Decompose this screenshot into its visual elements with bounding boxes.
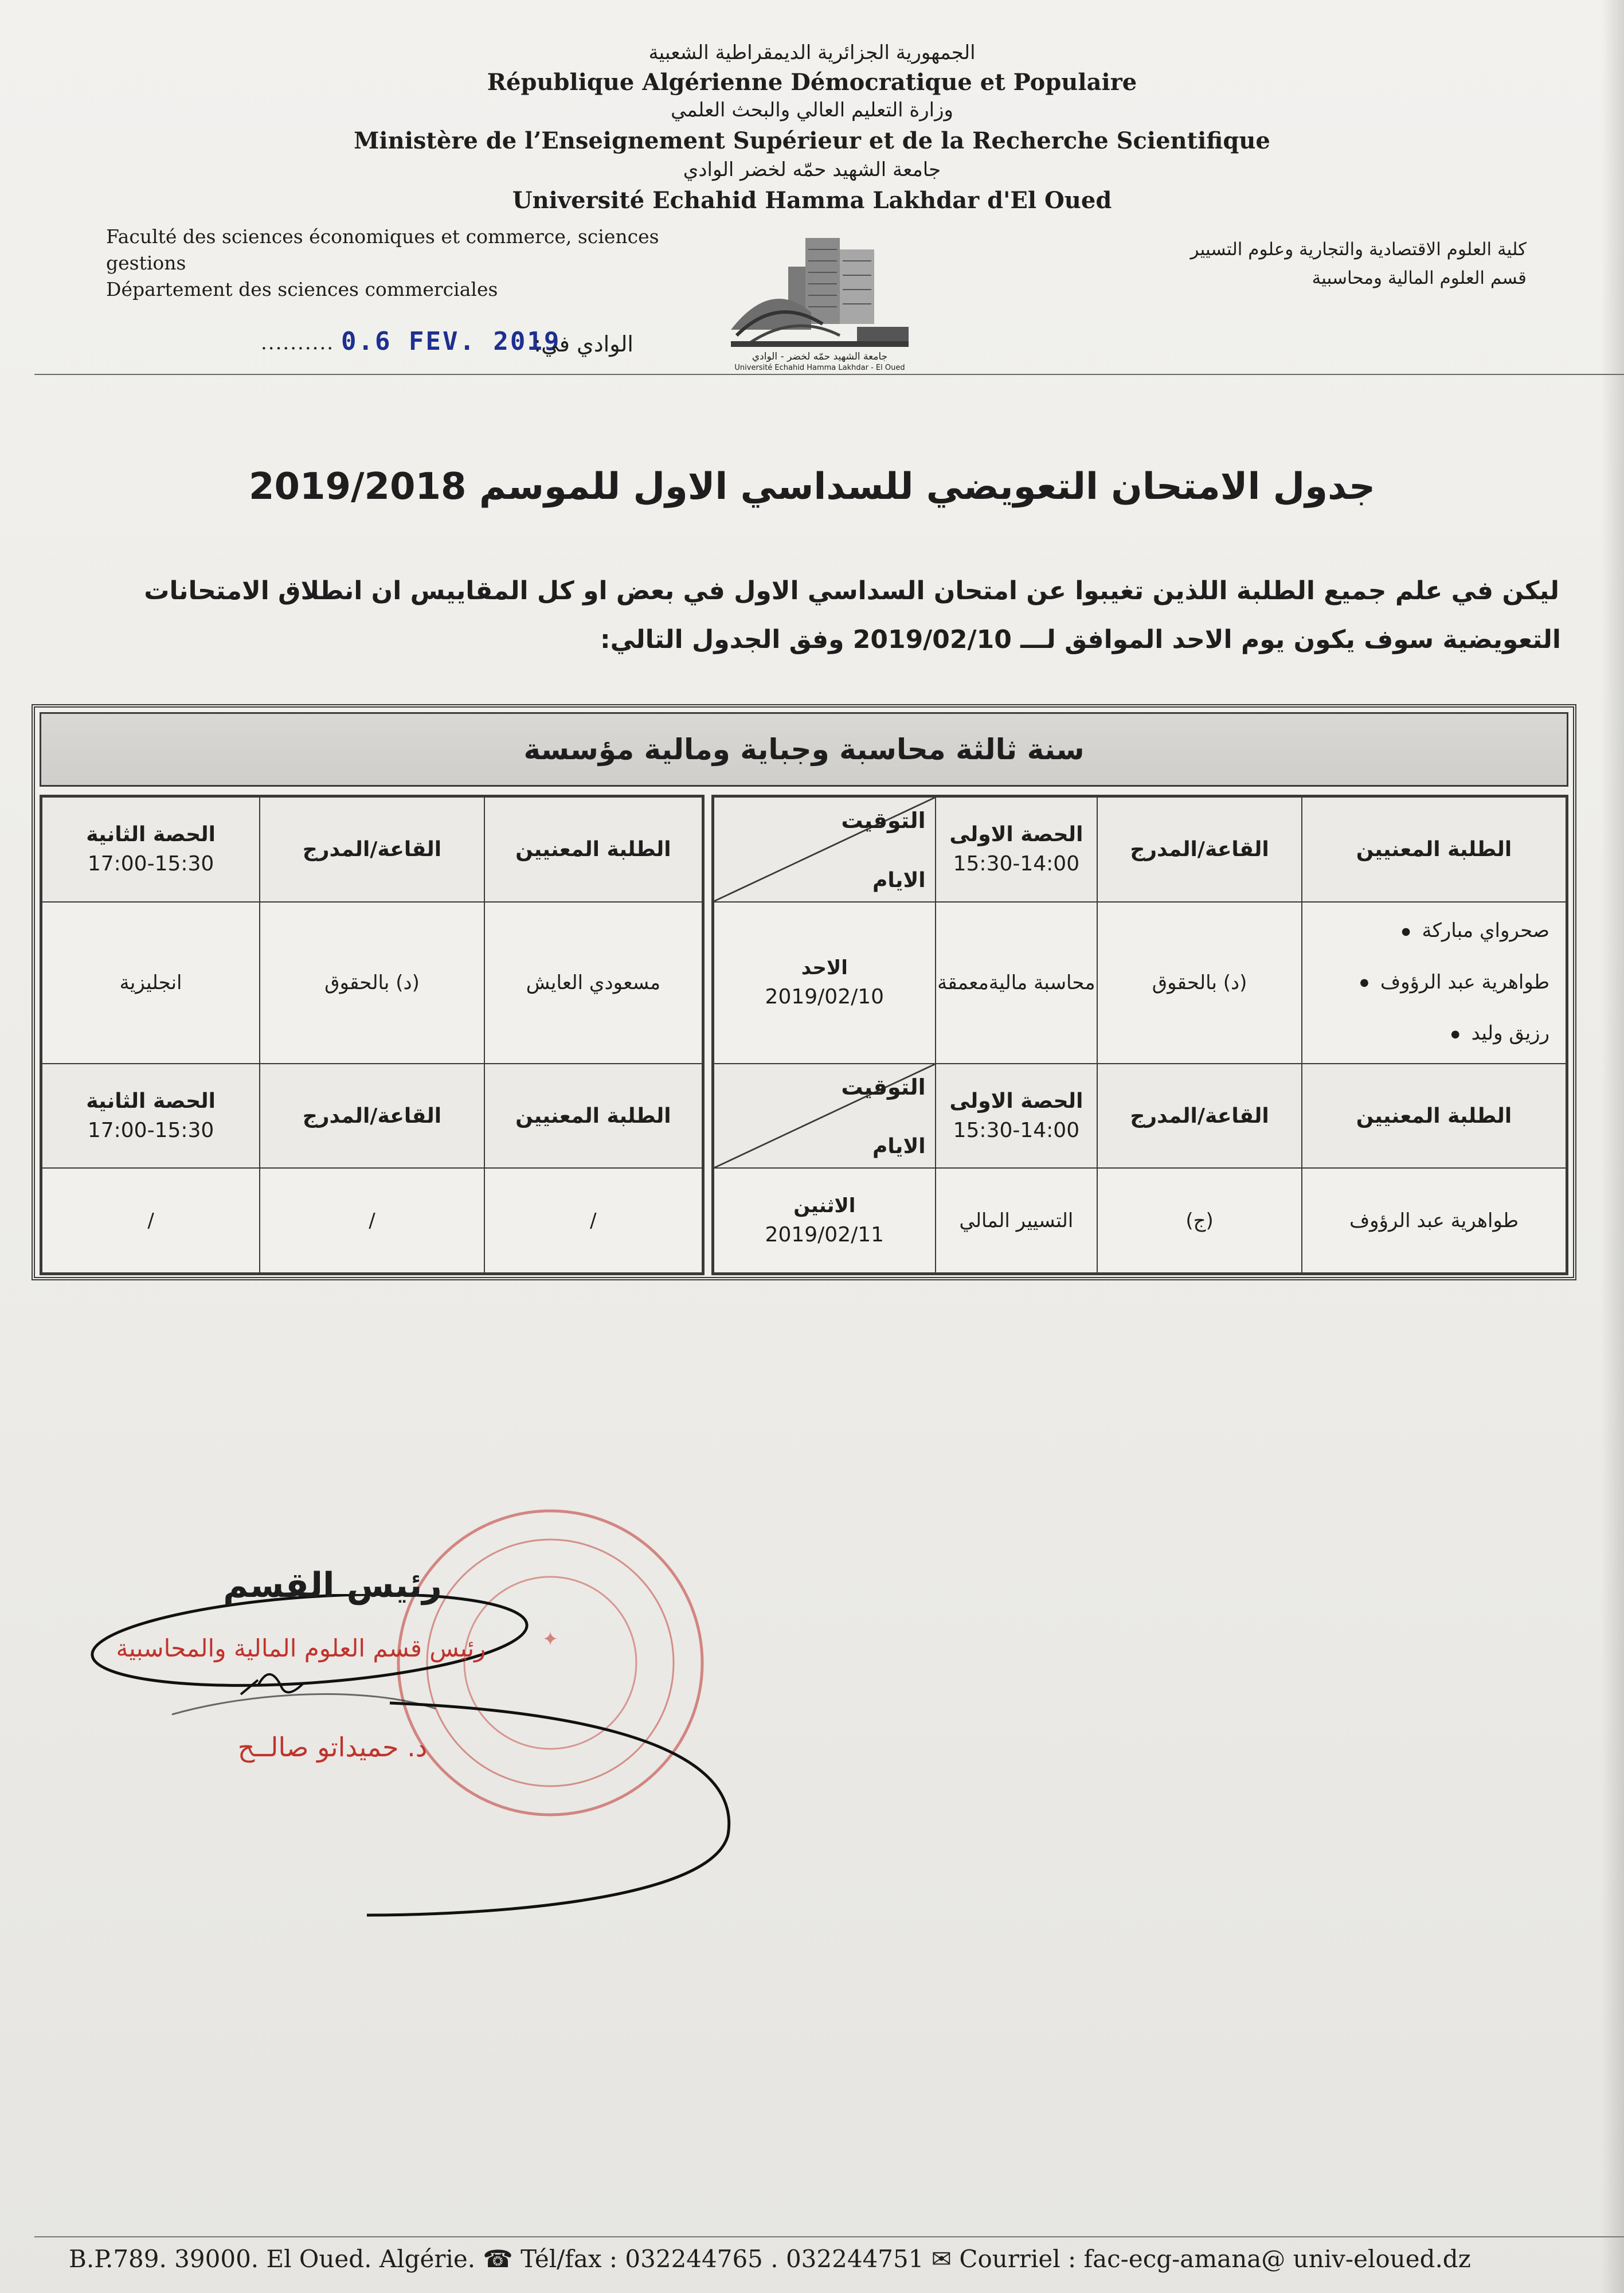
university-arabic: جامعة الشهيد حمّه لخضر الوادي [683, 158, 941, 181]
department-french: Département des sciences commerciales [106, 278, 498, 300]
republic-arabic: الجمهورية الجزائرية الديمقراطية الشعبية [648, 41, 976, 64]
session2-subject: انجليزية [42, 902, 260, 1064]
date-line [261, 327, 633, 361]
session1-label: الحصة الاولى [949, 823, 1083, 847]
signature-role: رئيس قسم العلوم المالية والمحاسبية [116, 1634, 486, 1662]
day-cell-sunday [714, 902, 936, 1064]
student-item: صحرواي مباركة ● [1302, 905, 1549, 957]
session1-students [1302, 902, 1566, 1064]
session1-header [936, 797, 1098, 902]
republic-french: République Algérienne Démocratique et Populaire [487, 69, 1137, 96]
svg-text:✦: ✦ [542, 1628, 559, 1651]
session2-header [42, 797, 260, 902]
session1-students: طواهرية عبد الرؤوف [1302, 1168, 1566, 1273]
session1-room: (ج) [1097, 1168, 1302, 1273]
days-label: الايام [872, 868, 926, 892]
footer-contact: B.P.789. 39000. El Oued. Algérie. ☎ Tél/fax : 032244765 . 032244751 ✉ Courriel : fac-ecg-amana@ univ-eloued.dz [69, 2245, 1471, 2273]
logo-caption-arabic: جامعة الشهيد حمّه لخضر - الوادي [752, 351, 888, 362]
day-name: الاثنين [793, 1194, 856, 1218]
session1-time: 15:30-14:00 [953, 1119, 1080, 1143]
session1-room-header: القاعة/المدرج [1097, 1064, 1302, 1169]
university-french: Université Echahid Hamma Lakhdar d'El Oued [512, 187, 1112, 214]
faculty-arabic-block [1011, 235, 1527, 292]
day-cell-monday [714, 1168, 936, 1273]
date-label: الوادي في: [534, 331, 633, 357]
faculty-arabic: كلية العلوم الاقتصادية والتجارية وعلوم التسيير [1190, 239, 1527, 260]
schedule-session2-grid [40, 795, 705, 1275]
ministry-french: Ministère de l’Enseignement Supérieur et de la Recherche Scientifique [354, 127, 1270, 154]
session2-room-header: القاعة/المدرج [260, 797, 484, 902]
session2-students-header: الطلبة المعنيين [484, 1064, 702, 1169]
timing-days-header [714, 797, 936, 902]
page-edge-shadow [1601, 0, 1624, 2293]
session2-header [42, 1064, 260, 1169]
day-date: 2019/02/10 [765, 985, 885, 1009]
session1-room-header: القاعة/المدرج [1097, 797, 1302, 902]
document-title: جدول الامتحان التعويضي للسداسي الاول للموسم 2019/2018 [248, 466, 1376, 508]
date-dots: .......... [261, 331, 335, 354]
session1-subject: التسيير المالي [936, 1168, 1098, 1273]
faculty-french-line2: gestions [106, 252, 186, 274]
session2-label: الحصة الثانية [86, 1089, 216, 1114]
schedule-heading: سنة ثالثة محاسبة وجباية ومالية مؤسسة [40, 712, 1568, 787]
session2-subject: / [42, 1168, 260, 1273]
session2-room: (د) بالحقوق [260, 902, 484, 1064]
schedule-session1-grid [711, 795, 1568, 1275]
session2-time: 17:00-15:30 [87, 1119, 214, 1143]
session1-students-header: الطلبة المعنيين [1302, 797, 1566, 902]
session2-students-header: الطلبة المعنيين [484, 797, 702, 902]
faculty-french-block [106, 224, 708, 303]
day-date: 2019/02/11 [765, 1223, 885, 1247]
timing-days-header [714, 1064, 936, 1169]
session1-room: (د) بالحقوق [1097, 902, 1302, 1064]
intro-line-2: التعويضية سوف يكون يوم الاحد الموافق لـــ 2019/02/10 وفق الجدول التالي: [600, 625, 1561, 654]
signature-title: رئيس القسم [223, 1565, 442, 1606]
footer-divider [34, 2236, 1624, 2237]
session1-time: 15:30-14:00 [953, 852, 1080, 876]
timing-label: التوقيت [841, 808, 926, 833]
session2-room: / [260, 1168, 484, 1273]
signature-name: د. حميداتو صالــح [237, 1732, 428, 1763]
session1-header [936, 1064, 1098, 1169]
days-label: الايام [872, 1135, 926, 1159]
student-item: رزيق وليد ● [1302, 1008, 1549, 1060]
header-divider [34, 374, 1624, 375]
session2-students: / [484, 1168, 702, 1273]
session1-subject: محاسبة ماليةمعمقة [936, 902, 1098, 1064]
schedule-table [32, 704, 1576, 1280]
student-list [1302, 905, 1566, 1060]
faculty-french-line1: Faculté des sciences économiques et commerce, sciences [106, 225, 659, 248]
intro-line-1: ليكن في علم جميع الطلبة اللذين تغيبوا عن امتحان السداسي الاول في بعض او كل المقاييس ان انطلاق الامتحانات [144, 576, 1559, 606]
session1-label: الحصة الاولى [949, 1089, 1083, 1114]
day-name: الاحد [801, 956, 848, 980]
session1-students-header: الطلبة المعنيين [1302, 1064, 1566, 1169]
session2-room-header: القاعة/المدرج [260, 1064, 484, 1169]
session2-label: الحصة الثانية [86, 823, 216, 847]
date-stamp: 0.6 FEV. 2019 [341, 327, 561, 356]
session2-time: 17:00-15:30 [87, 852, 214, 876]
department-arabic: قسم العلوم المالية ومحاسبية [1312, 268, 1527, 288]
ministry-arabic: وزارة التعليم العالي والبحث العلمي [671, 99, 953, 122]
logo-caption-french: Université Echahid Hamma Lakhdar - El Oued [734, 364, 905, 372]
timing-label: التوقيت [841, 1074, 926, 1100]
student-item: طواهرية عبد الرؤوف ● [1302, 957, 1549, 1009]
session2-students: مسعودي العايش [484, 902, 702, 1064]
